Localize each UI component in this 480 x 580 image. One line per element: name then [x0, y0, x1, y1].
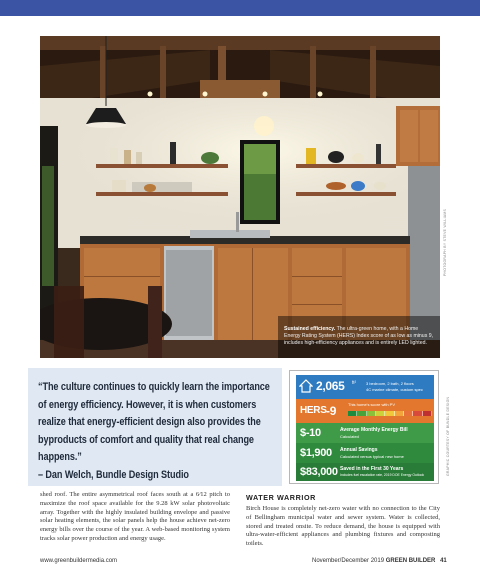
photo-credit: PHOTOGRAPH BY STEVE WILLIAMS — [443, 208, 447, 276]
top-color-bar — [0, 0, 480, 16]
footer-website[interactable]: www.greenbuildermedia.com — [40, 558, 118, 564]
footer-issue-info — [312, 558, 447, 564]
photo-caption — [284, 326, 436, 347]
label-home-specs-row — [296, 375, 434, 399]
label-savings-sub: Calculated versus typical new home — [340, 454, 404, 459]
energy-label — [289, 370, 439, 484]
label-sqft: 2,065 — [316, 379, 345, 393]
pull-quote-text: “The culture continues to quickly learn the importance of energy efficiency. However, it is when customers realize that energy-efficient design also provides the byproducts of comfort and quality that real change happens.” — [38, 381, 270, 464]
label-savings-label: Annual Savings — [340, 447, 378, 453]
caption-text: The ultra-green home, with a Home Energy Rating System (HERS) Index score of as low as minus 9, includes high-efficiency appliances and is entirely LED lighted. — [284, 326, 434, 346]
pull-quote — [38, 379, 275, 485]
label-30yr-label: Saved in the First 30 Years — [340, 466, 404, 472]
label-30yr-row — [296, 463, 434, 481]
label-specs-line1: 3 bedroom, 2 bath, 2 floors — [366, 381, 414, 386]
body-right-paragraph: Birch House is completely net-zero water with no connection to the City of Bellingham municipal water and sewer system. Water is collected, stored and treated onsite. To reduce demand, the house is equipped with ultra-water-efficient appliances and plumbing fixtures and composting toilets. — [246, 505, 440, 548]
house-icon — [299, 379, 313, 393]
pull-quote-attribution: – Dan Welch, Bundle Design Studio — [38, 468, 189, 481]
footer-issue: November/December 2019 — [312, 558, 385, 564]
section-heading: WATER WARRIOR — [246, 493, 316, 502]
label-bill-sub: Calculated — [340, 434, 359, 439]
label-savings-value: $1,900 — [300, 447, 332, 459]
caption-title: Sustained efficiency. — [284, 326, 336, 332]
label-hers-value: -9 — [326, 404, 337, 418]
page-number: 41 — [440, 558, 447, 564]
label-savings-row — [296, 443, 434, 463]
body-left-paragraph: shed roof. The entire asymmetrical roof faces south at a 6⁄12 pitch to maximize the roof space available for the 9.28 kW solar photovoltaic array. Together with the highly insulated building envelope and passive solar heating elements, the solar panels help the house achieve net-zero energy bills over the course of the year. A web-based monitoring system tracks solar power production and energy usage. — [40, 491, 230, 542]
hers-scale-bar — [348, 411, 432, 416]
label-hers-desc: This home's score with PV — [348, 402, 396, 407]
label-credit: GRAPHIC COURTESY OF BUNDLE DESIGN — [446, 396, 450, 476]
kitchen-photo — [40, 36, 440, 358]
label-bill-value: $-10 — [300, 427, 321, 439]
label-specs-line2: 4C marine climate, custom spec — [366, 387, 423, 392]
label-30yr-sub: Includes fuel escalation rate, 2019 DOE Energy Outlook — [340, 473, 425, 477]
label-bill-label: Average Monthly Energy Bill — [340, 427, 408, 433]
label-hers-row — [296, 399, 434, 423]
label-hers-prefix: HERS — [300, 405, 327, 416]
label-30yr-value: $83,000 — [300, 466, 338, 478]
label-sqft-unit: ft² — [352, 380, 356, 385]
footer-magazine: GREEN BUILDER — [385, 558, 436, 564]
label-energy-bill-row — [296, 423, 434, 443]
